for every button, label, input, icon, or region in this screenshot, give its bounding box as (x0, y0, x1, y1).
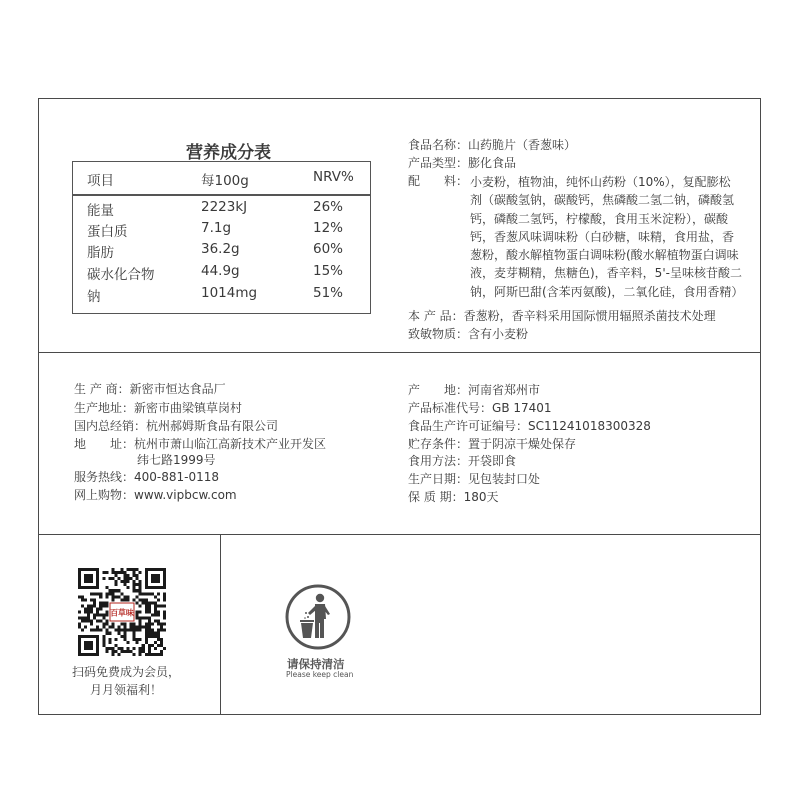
standard-label: 产品标准代号： (408, 401, 493, 415)
nutrition-table (72, 161, 371, 314)
product-type-label: 产品类型： (408, 156, 469, 170)
license-row (408, 417, 651, 434)
nutrition-row-nrv: 60% (313, 241, 344, 257)
nutrition-header-per100g: 每100g (201, 173, 249, 189)
keep-clean-text: 请保持清洁 (287, 657, 345, 671)
product-name-row (408, 137, 576, 155)
process-row (408, 308, 716, 326)
origin-row (408, 381, 540, 398)
divider-bottom (38, 534, 761, 535)
license-value: SC11241018300328 (528, 419, 651, 433)
manufacturer-row (74, 380, 226, 397)
online-value: www.vipbcw.com (134, 488, 237, 502)
process-label: 本 产 品： (408, 309, 464, 323)
nutrition-header-rule (73, 194, 370, 196)
storage-value: 置于阴凉干燥处保存 (468, 437, 577, 451)
dist-address-row (74, 435, 326, 452)
nutrition-row-per100g: 1014mg (201, 285, 258, 301)
distributor-label: 国内总经销： (74, 419, 147, 433)
product-type-row (408, 155, 516, 173)
nutrition-row-per100g: 2223kJ (201, 199, 248, 215)
storage-row (408, 435, 576, 452)
nutrition-row-nrv: 51% (313, 285, 344, 301)
nutrition-row-per100g: 36.2g (201, 241, 240, 257)
allergen-value: 含有小麦粉 (468, 327, 529, 341)
hotline-value: 400-881-0118 (134, 470, 220, 484)
product-name-value: 山药脆片（香葱味） (468, 138, 577, 152)
qr-caption-line1: 扫码免费成为会员， (71, 665, 180, 679)
dist-address-label: 地 址： (74, 437, 135, 451)
nutrition-row-item: 脂肪 (87, 245, 114, 261)
distributor-value: 杭州郝姆斯食品有限公司 (146, 419, 279, 433)
nutrition-header-item: 项目 (87, 173, 114, 189)
manufacturer-label: 生 产 商： (74, 382, 130, 396)
online-row (74, 486, 237, 503)
divider-qr (220, 534, 221, 715)
date-value: 见包装封口处 (468, 472, 541, 486)
ingredients-label: 配 料： (408, 174, 469, 188)
hotline-row (74, 468, 219, 485)
standard-row (408, 399, 552, 416)
date-row (408, 470, 540, 487)
shelf-life-label: 保 质 期： (408, 490, 464, 504)
keep-clean-text-en: Please keep clean (286, 670, 354, 679)
qr-code[interactable] (78, 568, 166, 656)
usage-label: 食用方法： (408, 454, 469, 468)
storage-label: 贮存条件： (408, 437, 469, 451)
online-label: 网上购物： (74, 488, 135, 502)
allergen-row (408, 326, 528, 344)
dist-address-line1: 杭州市萧山临江高新技术产业开发区 (134, 437, 327, 451)
allergen-label: 致敏物质： (408, 327, 469, 341)
hotline-label: 服务热线： (74, 470, 135, 484)
nutrition-row-nrv: 26% (313, 199, 344, 215)
nutrition-row-item: 蛋白质 (87, 224, 128, 240)
address-label: 生产地址： (74, 401, 135, 415)
keep-clean-icon (284, 583, 352, 651)
address-row (74, 399, 242, 416)
nutrition-row-item: 钠 (87, 289, 101, 305)
divider-top (38, 352, 761, 353)
origin-value: 河南省郑州市 (468, 383, 541, 397)
nutrition-row-nrv: 12% (313, 220, 344, 236)
nutrition-row-per100g: 7.1g (201, 220, 232, 236)
ingredients-value: 小麦粉，植物油，纯怀山药粉（10%），复配膨松剂（碳酸氢钠，碳酸钙，焦磷酸二氢二钠，磷酸氢钙，磷酸二氢钙，柠檬酸，食用玉米淀粉），碳酸钙，香葱风味调味粉（白砂糖，味精，食用盐，香葱粉，酸水解植物蛋白调味粉(酸水解植物蛋白调味液，麦芽糊精，焦糖色)，香辛料，5'-呈味核苷酸二钠，阿斯巴甜(含苯丙氨酸)，二氧化硅，食用香精） (470, 175, 744, 299)
process-value: 香葱粉，香辛料采用国际惯用辐照杀菌技术处理 (463, 309, 716, 323)
shelf-life-value: 180天 (463, 490, 499, 504)
standard-value: GB 17401 (492, 401, 552, 415)
date-label: 生产日期： (408, 472, 469, 486)
usage-value: 开袋即食 (468, 454, 517, 468)
license-label: 食品生产许可证编号： (408, 419, 529, 433)
qr-logo: 百草味 (110, 608, 134, 618)
dist-address-line2: 纬七路1999号 (137, 453, 216, 467)
nutrition-row-per100g: 44.9g (201, 263, 240, 279)
usage-row (408, 452, 516, 469)
origin-label: 产 地： (408, 383, 469, 397)
address-value: 新密市曲梁镇草岗村 (134, 401, 243, 415)
distributor-row (74, 417, 278, 434)
nutrition-header-nrv: NRV% (313, 169, 354, 185)
manufacturer-value: 新密市恒达食品厂 (129, 382, 226, 396)
product-type-value: 膨化食品 (468, 156, 517, 170)
shelf-life-row (408, 488, 499, 505)
nutrition-row-item: 碳水化合物 (87, 267, 155, 283)
qr-caption-line2: 月月领福利！ (89, 683, 162, 697)
nutrition-title: 营养成分表 (186, 143, 271, 163)
nutrition-row-nrv: 15% (313, 263, 344, 279)
product-name-label: 食品名称： (408, 138, 469, 152)
nutrition-row-item: 能量 (87, 203, 114, 219)
